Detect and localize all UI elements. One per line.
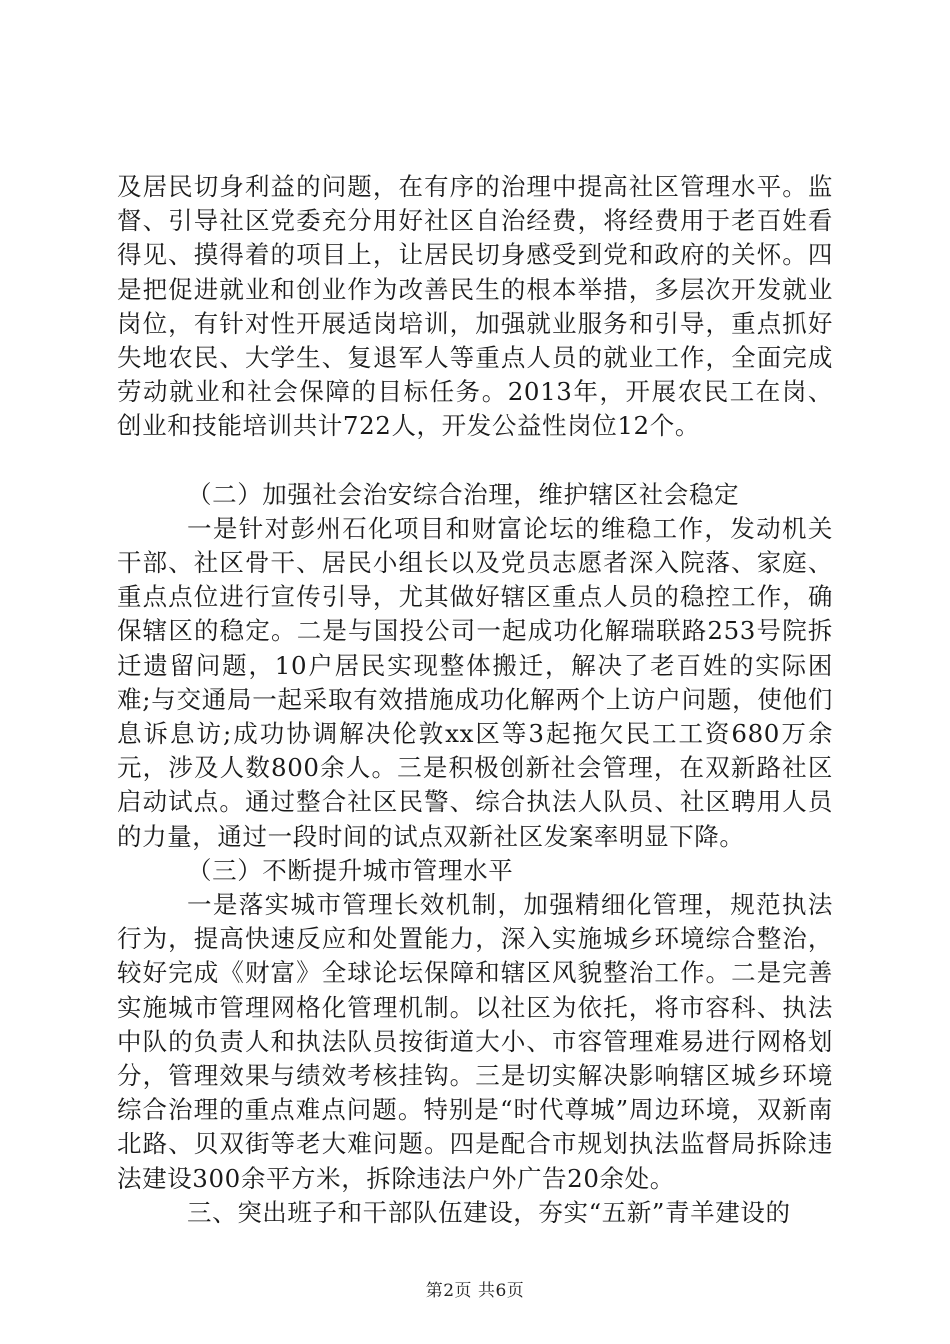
section-heading-city-management: （三）不断提升城市管理水平 (187, 855, 514, 885)
page-number-footer: 第2页 共6页 (425, 1281, 525, 1301)
paragraph-city-management: 一是落实城市管理长效机制，加强精细化管理，规范执法行为，提高快速反应和处置能力，深入实施城乡环境综合整治，较好完成《财富》全球论坛保障和辖区风貌整治工作。二是完善实施城市管理网格化管理机制。以社区为依托，将市容科、执法中队的负责人和执法队员按街道大小、市容管理难易进行网格划分，管理效果与绩效考核挂钩。三是切实解决影响辖区城乡环境综合治理的重点难点问题。特别是“时代尊城”周边环境，双新南北路、贝双街等老大难问题。四是配合市规划执法监督局拆除违法建设300余平方米，拆除违法户外广告20余处。 (117, 890, 833, 1193)
section-heading-team-building: 三、突出班子和干部队伍建设，夯实“五新”青羊建设的 (187, 1197, 791, 1227)
section-heading-security: （二）加强社会治安综合治理，维护辖区社会稳定 (187, 479, 740, 509)
paragraph-livelihood: 及居民切身利益的问题，在有序的治理中提高社区管理水平。监督、引导社区党委充分用好社区自治经费，将经费用于老百姓看得见、摸得着的项目上，让居民切身感受到党和政府的关怀。四是把促进就业和创业作为改善民生的根本举措，多层次开发就业岗位，有针对性开展适岗培训，加强就业服务和引导，重点抓好失地农民、大学生、复退军人等重点人员的就业工作，全面完成劳动就业和社会保障的目标任务。2013年，开展农民工在岗、创业和技能培训共计722人，开发公益性岗位12个。 (117, 172, 833, 441)
document-body (117, 170, 833, 1230)
paragraph-security: 一是针对彭州石化项目和财富论坛的维稳工作，发动机关干部、社区骨干、居民小组长以及党员志愿者深入院落、家庭、重点点位进行宣传引导，尤其做好辖区重点人员的稳控工作，确保辖区的稳定。二是与国投公司一起成功化解瑞联路253号院拆迁遗留问题，10户居民实现整体搬迁，解决了老百姓的实际困难;与交通局一起采取有效措施成功化解两个上访户问题，使他们息诉息访;成功协调解决伦敦xx区等3起拖欠民工工资680万余元，涉及人数800余人。三是积极创新社会管理，在双新路社区启动试点。通过整合社区民警、综合执法人队员、社区聘用人员的力量，通过一段时间的试点双新社区发案率明显下降。 (117, 513, 833, 851)
